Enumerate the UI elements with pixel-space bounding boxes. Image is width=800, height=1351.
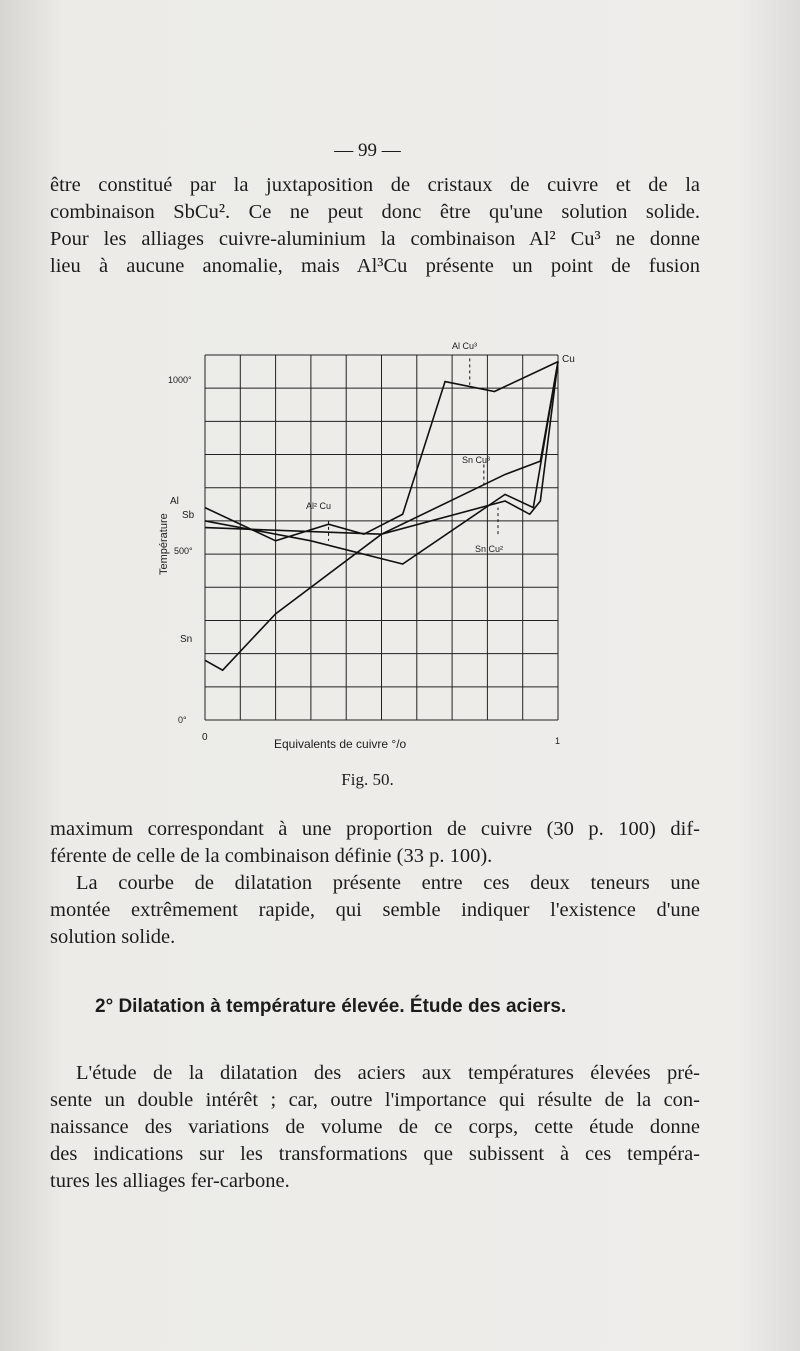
y-axis-label: Température [158, 513, 170, 575]
paragraph-3-line: tures les alliages fer-carbone. [50, 1170, 290, 1192]
paragraph-2 [50, 816, 700, 951]
paragraph-3-line: des indications sur les transformations que subissent à ces tempéra- [50, 1143, 700, 1165]
left-label-al: Al [170, 496, 179, 507]
x-axis-label: Equivalents de cuivre °/o [274, 737, 407, 751]
figure-50 [150, 330, 600, 760]
paragraph-3-line: sente un double intérêt ; car, outre l'importance qui résulte de la con- [50, 1089, 700, 1111]
x-tick-0: 0 [202, 732, 208, 743]
y-tick-500: 500° [174, 546, 193, 556]
section-title: 2° Dilatation à température élevée. Étude des aciers. [95, 996, 567, 1017]
left-label-sn: Sn [180, 634, 193, 645]
paragraph-2-line: férente de celle de la combinaison définie (33 p. 100). [50, 845, 493, 867]
paragraph-2-line: montée extrêmement rapide, qui semble indiquer l'existence d'une [50, 899, 700, 921]
page-number: — 99 — [334, 140, 401, 161]
paragraph-1-line: être constitué par la juxtaposition de cristaux de cuivre et de la [50, 174, 700, 196]
y-tick-0: 0° [178, 715, 187, 725]
paragraph-3-line: L'étude de la dilatation des aciers aux températures élevées pré- [76, 1062, 700, 1084]
chart-grid [205, 355, 558, 720]
paragraph-3-line: naissance des variations de volume de ce corps, cette étude donne [50, 1116, 700, 1138]
paragraph-1-line: Pour les alliages cuivre-aluminium la combinaison Al² Cu³ ne donne [50, 228, 700, 250]
y-tick-1000: 1000° [168, 375, 192, 385]
paragraph-1 [50, 172, 700, 280]
x-tick-1: 1 [555, 736, 561, 746]
paragraph-1-line: lieu à aucune anomalie, mais Al³Cu présente un point de fusion [50, 255, 700, 277]
paragraph-2-line: La courbe de dilatation présente entre ces deux teneurs une [76, 872, 700, 894]
left-label-sb: Sb [182, 510, 195, 521]
annotation-al2-cu: Al² Cu [306, 501, 332, 511]
annotation-sn-cu3: Sn Cu³ [462, 455, 491, 465]
paragraph-2-line: maximum correspondant à une proportion de cuivre (30 p. 100) dif- [50, 818, 700, 840]
paragraph-1-line: combinaison SbCu². Ce ne peut donc être qu'une solution solide. [50, 201, 700, 223]
paragraph-3 [50, 1060, 700, 1195]
chart-svg [150, 330, 600, 760]
annotation-sn-cu2: Sn Cu² [475, 544, 504, 554]
right-label-cu: Cu [562, 354, 575, 365]
annotation-al-cu3: Al Cu³ [452, 341, 478, 351]
figure-caption: Fig. 50. [341, 770, 394, 789]
paragraph-2-line: solution solide. [50, 926, 176, 948]
